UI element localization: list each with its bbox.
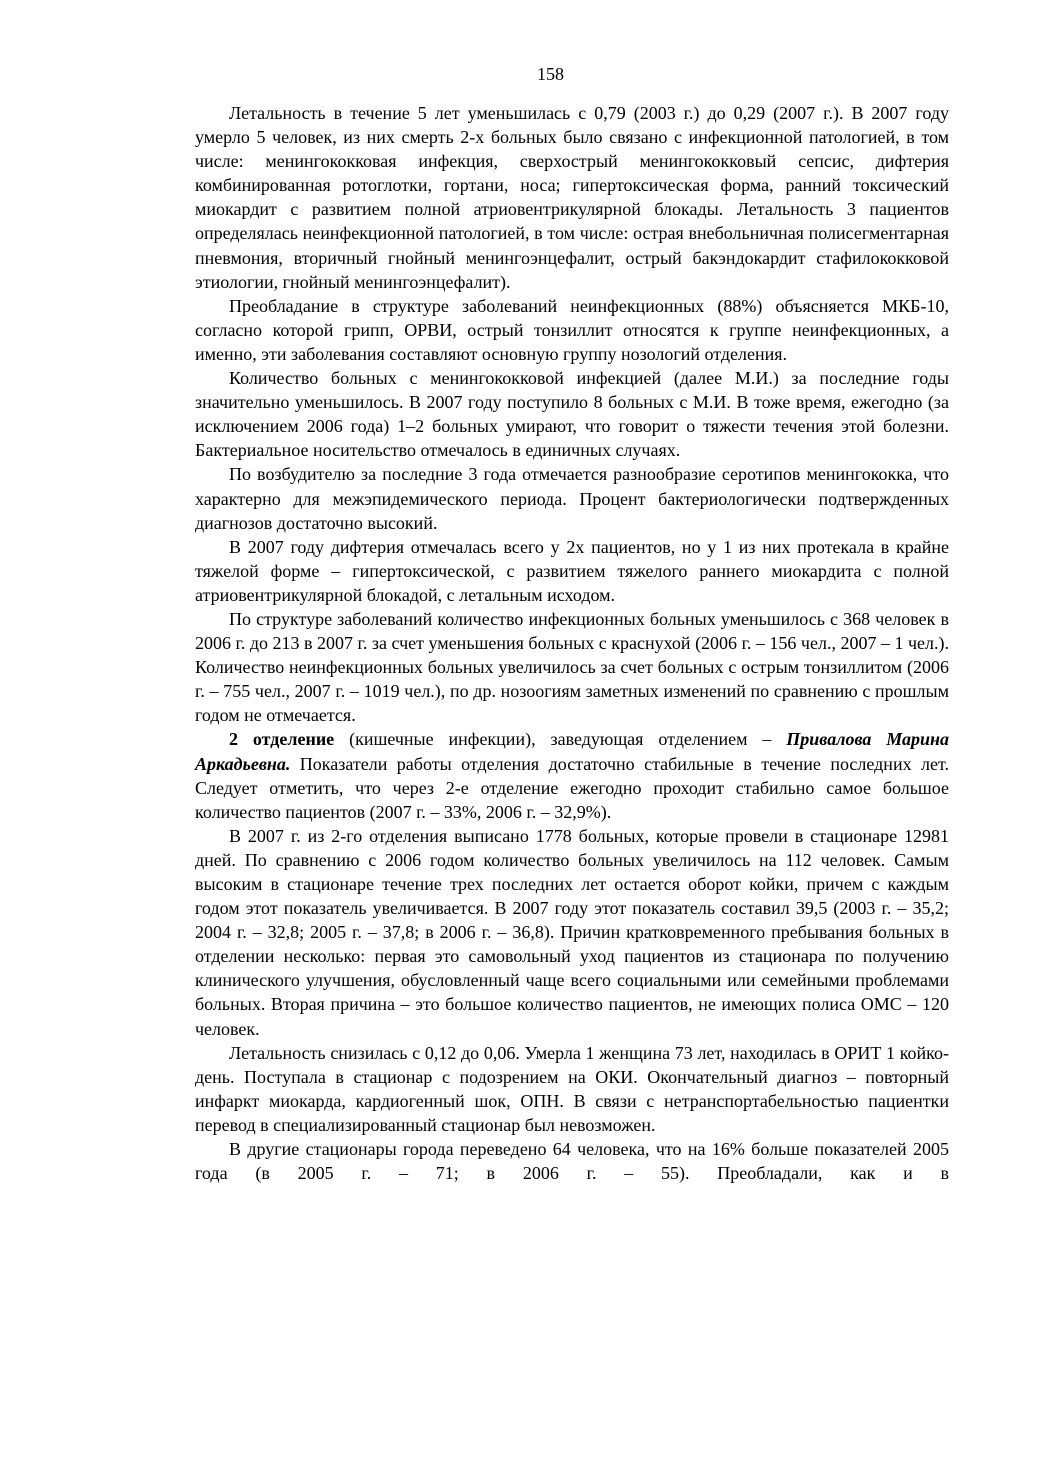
paragraph-disease-structure: По структуре заболеваний количество инфекционных больных уменьшилось с 368 человек в 2006 г. до 213 в 2007 г. за счет уменьшения больных с краснухой (2006 г. – 156 чел., 2007 – 1 чел.). Количество неинфекционных больных увеличилось за счет больных с острым тонзиллитом (2006 г. – 755 чел., 2007 г. – 1019 чел.), по др. нозоогиям заметных изменений по сравнению с прошлым годом не отмечается. xyxy=(195,608,949,726)
department-description: Показатели работы отделения достаточно стабильные в течение последних лет. Следует отметить, что через 2-е отделение ежегодно проходит стабильно самое большое количество пациентов (2007 г. – 33%, 2006 г. – 32,9%). xyxy=(195,753,949,822)
paragraph-department-2 xyxy=(195,727,949,823)
page-body xyxy=(195,101,949,1185)
department-title: 2 отделение xyxy=(229,729,335,750)
paragraph-noninfectious-share: Преобладание в структуре заболеваний неинфекционных (88%) объясняется МКБ-10, согласно которой грипп, ОРВИ, острый тонзиллит относятся к группе неинфекционных, а именно, эти заболевания составляют основную группу нозологий отделения. xyxy=(195,295,949,364)
paragraph-diphtheria: В 2007 году дифтерия отмечалась всего у 2х пациентов, но у 1 из них протекала в крайне тяжелой форме – гипертоксической, с развитием тяжелого раннего миокардита с полной атриовентрикулярной блокадой, с летальным исходом. xyxy=(195,536,949,605)
paragraph-serotypes: По возбудителю за последние 3 года отмечается разнообразие серотипов менингококка, что характерно для межэпидемического периода. Процент бактериологически подтвержденных диагнозов достаточно высокий. xyxy=(195,464,949,533)
paragraph-discharged-patients: В 2007 г. из 2-го отделения выписано 1778 больных, которые провели в стационаре 12981 дней. По сравнению с 2006 годом количество больных увеличилось на 112 человек. Самым высоким в стационаре течение трех последних лет остается оборот койки, причем с каждым годом этот показатель увеличивается. В 2007 году этот показатель составил 39,5 (2003 г. – 35,2; 2004 г. – 32,8; 2005 г. – 37,8; в 2006 г. – 36,8). Причин кратковременного пребывания больных в отделении несколько: первая это самовольный уход пациентов из стационара по получению клинического улучшения, обусловленный чаще всего социальными или семейными проблемами больных. Вторая причина – это большое количество пациентов, не имеющих полиса ОМС – 120 человек. xyxy=(195,825,949,1039)
department-lead-text: (кишечные инфекции), заведующая отделением – xyxy=(334,729,787,750)
paragraph-transfers: В другие стационары города переведено 64 человека, что на 16% больше показателей 2005 года (в 2005 г. – 71; в 2006 г. – 55). Преобладали, как и в xyxy=(195,1139,949,1184)
department-head-name: Привалова Марина Аркадьевна. xyxy=(195,729,950,774)
paragraph-meningococcal: Количество больных с менингококковой инфекцией (далее М.И.) за последние годы значительно уменьшилось. В 2007 году поступило 8 больных с М.И. В тоже время, ежегодно (за исключением 2006 года) 1–2 больных умирают, что говорит о тяжести течения этой болезни. Бактериальное носительство отмечалось в единичных случаях. xyxy=(195,368,949,461)
paragraph-mortality: Летальность в течение 5 лет уменьшилась с 0,79 (2003 г.) до 0,29 (2007 г.). В 2007 году умерло 5 человек, из них смерть 2-х больных было связано с инфекционной патологией, в том числе: менингококковая инфекция, сверхострый менингококковый сепсис, дифтерия комбинированная ротоглотки, гортани, носа; гипертоксическая форма, ранний токсический миокардит с развитием полной атриовентрикулярной блокады. Летальность 3 пациентов определялась неинфекционной патологией, в том числе: острая внебольничная полисегментарная пневмония, вторичный гнойный менингоэнцефалит, острый бакэндокардит стафилококковой этиологии, гнойный менингоэнцефалит). xyxy=(195,103,949,292)
page-number: 158 xyxy=(537,64,564,84)
paragraph-mortality-decrease: Летальность снизилась с 0,12 до 0,06. Умерла 1 женщина 73 лет, находилась в ОРИТ 1 койко-день. Поступала в стационар с подозрением на ОКИ. Окончательный диагноз – повторный инфаркт миокарда, кардиогенный шок, ОПН. В связи с нетранспортабельностью пациентки перевод в специализированный стационар был невозможен. xyxy=(195,1042,949,1135)
